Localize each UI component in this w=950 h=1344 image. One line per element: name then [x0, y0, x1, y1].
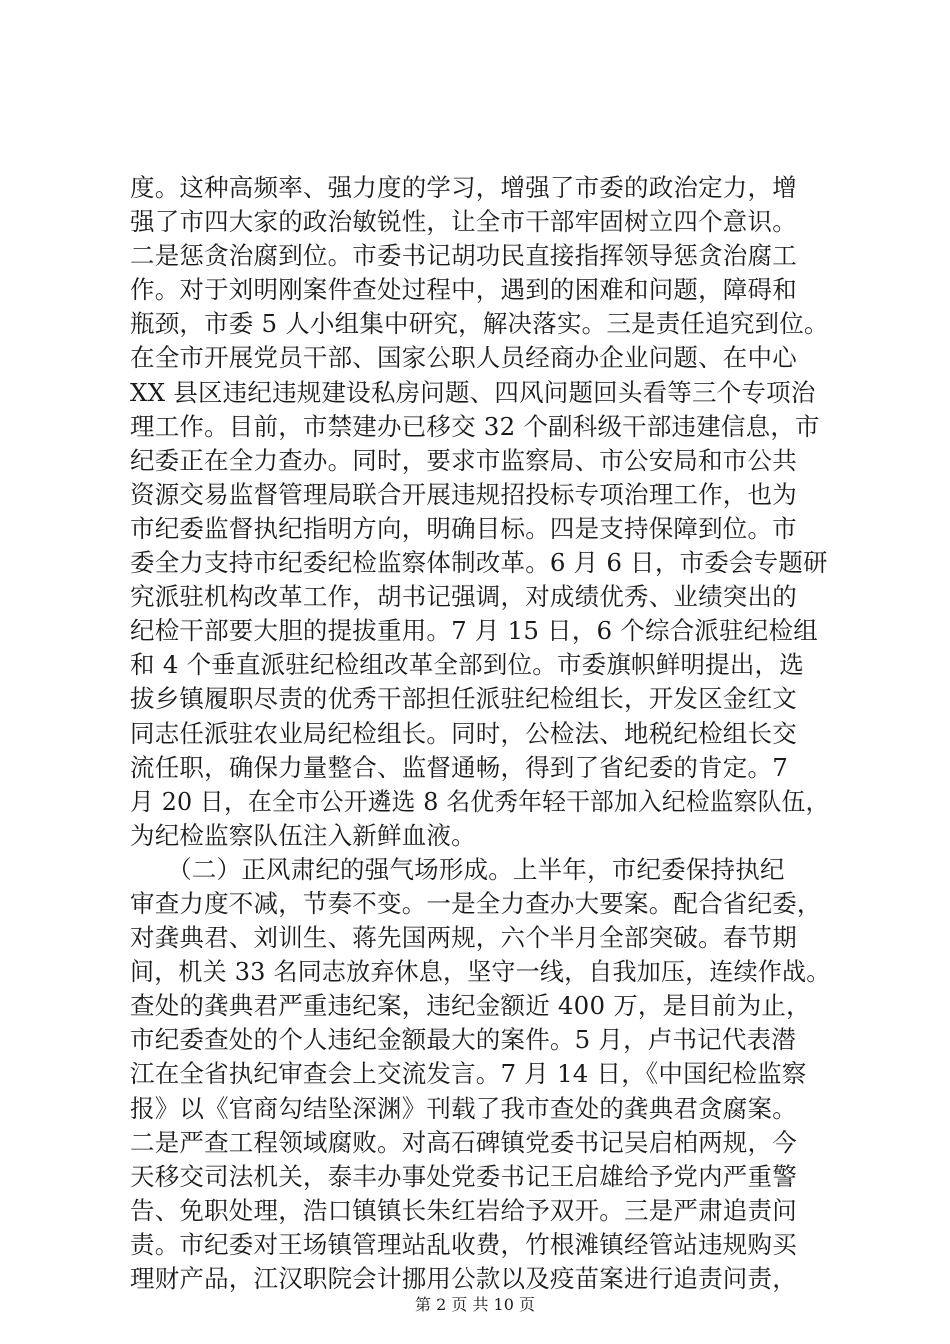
text-line: （二）正风肃纪的强气场形成。上半年，市纪委保持执纪 — [130, 854, 785, 884]
text-line: 同志任派驻农业局纪检组长。同时，公检法、地税纪检组长交 — [130, 718, 797, 748]
text-line: 在全市开展党员干部、国家公职人员经商办企业问题、在中心 — [130, 343, 797, 373]
page-footer: 第 2 页 共 10 页 — [415, 1295, 535, 1314]
text-line: 委全力支持市纪委纪检监察体制改革。6 月 6 日，市委会专题研 — [130, 548, 828, 578]
text-line: 对龚典君、刘训生、蒋先国两规，六个半月全部突破。春节期 — [130, 923, 797, 953]
text-line: 二是惩贪治腐到位。市委书记胡功民直接指挥领导惩贪治腐工 — [130, 241, 797, 271]
text-line: 审查力度不减，节奏不变。一是全力查办大要案。配合省纪委， — [130, 888, 822, 918]
text-line: 理工作。目前，市禁建办已移交 32 个副科级干部违建信息，市 — [130, 411, 820, 441]
text-line: 资源交易监督管理局联合开展违规招投标专项治理工作，也为 — [130, 479, 797, 509]
text-line: 强了市四大家的政治敏锐性，让全市干部牢固树立四个意识。 — [130, 207, 797, 237]
text-line: 市纪委监督执纪指明方向，明确目标。四是支持保障到位。市 — [130, 513, 797, 543]
text-line: 江在全省执纪审查会上交流发言。7 月 14 日，《中国纪检监察 — [130, 1059, 807, 1089]
text-line: 和 4 个垂直派驻纪检组改革全部到位。市委旗帜鲜明提出，选 — [130, 650, 804, 680]
text-line: 告、免职处理，浩口镇镇长朱红岩给予双开。三是严肃追责问 — [130, 1195, 797, 1225]
text-line: 纪委正在全力查办。同时，要求市监察局、市公安局和市公共 — [130, 445, 797, 475]
text-line: 月 20 日，在全市公开遴选 8 名优秀年轻干部加入纪检监察队伍， — [130, 786, 830, 816]
text-line: 瓶颈，市委 5 人小组集中研究，解决落实。三是责任追究到位。 — [130, 309, 829, 339]
text-line: 纪检干部要大胆的提拔重用。7 月 15 日，6 个综合派驻纪检组 — [130, 616, 818, 646]
text-line: 为纪检监察队伍注入新鲜血液。 — [130, 820, 476, 850]
text-line: 责。市纪委对王场镇管理站乱收费，竹根滩镇经管站违规购买 — [130, 1229, 797, 1259]
text-line: 作。对于刘明刚案件查处过程中，遇到的困难和问题，障碍和 — [130, 275, 797, 305]
text-line: 度。这种高频率、强力度的学习，增强了市委的政治定力，增 — [130, 173, 797, 202]
text-line: 报》以《官商勾结坠深渊》刊载了我市查处的龚典君贪腐案。 — [130, 1093, 797, 1123]
text-line: 二是严查工程领域腐败。对高石碑镇党委书记吴启柏两规，今 — [130, 1127, 797, 1157]
text-line: 间，机关 33 名同志放弃休息，坚守一线，自我加压，连续作战。 — [130, 957, 831, 987]
text-line: 查处的龚典君严重违纪案，违纪金额近 400 万，是目前为止， — [130, 991, 811, 1021]
text-line: 市纪委查处的个人违纪金额最大的案件。5 月，卢书记代表潜 — [130, 1025, 796, 1055]
text-line: 拔乡镇履职尽责的优秀干部担任派驻纪检组长，开发区金红文 — [130, 684, 797, 714]
text-line: 流任职，确保力量整合、监督通畅，得到了省纪委的肯定。7 — [130, 752, 788, 782]
text-line: 天移交司法机关，泰丰办事处党委书记王启雄给予党内严重警 — [130, 1161, 797, 1191]
text-line: XX 县区违纪违规建设私房问题、四风问题回头看等三个专项治 — [130, 377, 816, 407]
text-line: 理财产品，江汉职院会计挪用公款以及疫苗案进行追责问责， — [130, 1264, 797, 1293]
body-text — [130, 171, 830, 1296]
text-line: 究派驻机构改革工作，胡书记强调，对成绩优秀、业绩突出的 — [130, 582, 797, 612]
